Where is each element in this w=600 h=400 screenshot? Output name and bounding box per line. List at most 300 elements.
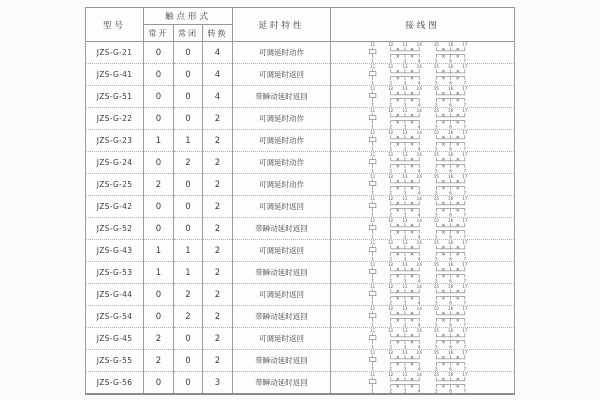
changeover-count-cell: 4	[203, 42, 233, 64]
wiring-diagram	[365, 262, 481, 283]
svg-text:17: 17	[461, 372, 467, 378]
normally-open-count-cell: 0	[144, 306, 174, 328]
normally-open-count-cell: 0	[144, 42, 174, 64]
svg-text:2: 2	[388, 58, 392, 63]
svg-text:5: 5	[434, 278, 438, 283]
svg-text:5: 5	[434, 80, 438, 85]
table-row	[86, 262, 515, 284]
svg-text:17: 17	[461, 42, 467, 48]
table-row	[86, 64, 515, 86]
model-cell: JZS-G-52	[86, 218, 144, 240]
model-cell: JZS-G-42	[86, 196, 144, 218]
wiring-diagram-container	[331, 152, 514, 173]
wiring-diagram	[365, 64, 481, 85]
changeover-count-cell: 2	[203, 240, 233, 262]
svg-text:11: 11	[369, 284, 375, 290]
normally-closed-count-cell: 0	[174, 108, 203, 130]
wiring-diagram-container	[331, 42, 514, 63]
svg-text:6: 6	[448, 190, 452, 195]
svg-text:16: 16	[447, 196, 453, 202]
svg-text:13: 13	[401, 262, 408, 268]
svg-text:4: 4	[417, 388, 421, 393]
model-cell: JZS-G-41	[86, 64, 144, 86]
normally-open-count-cell: 2	[144, 328, 174, 350]
svg-text:7: 7	[463, 366, 466, 371]
delay-characteristic-cell: 可调延时返回	[233, 328, 331, 350]
changeover-count-cell: 2	[203, 350, 233, 372]
normally-closed-count-cell: 0	[174, 42, 203, 64]
svg-text:15: 15	[433, 306, 439, 312]
model-cell: JZS-G-24	[86, 152, 144, 174]
wiring-diagram	[365, 174, 481, 195]
svg-text:5: 5	[434, 322, 438, 327]
svg-text:6: 6	[448, 322, 452, 327]
svg-text:13: 13	[401, 174, 408, 180]
table-row	[86, 306, 515, 328]
wiring-diagram-container	[331, 284, 514, 305]
svg-text:6: 6	[448, 388, 452, 393]
table-row	[86, 152, 515, 174]
svg-text:6: 6	[448, 344, 452, 349]
svg-text:2: 2	[388, 124, 392, 129]
table-header	[86, 8, 515, 42]
table-row	[86, 174, 515, 196]
svg-text:5: 5	[434, 234, 438, 239]
wiring-diagram	[365, 218, 481, 239]
svg-text:15: 15	[433, 350, 439, 356]
svg-text:3: 3	[403, 300, 406, 305]
svg-text:7: 7	[463, 278, 466, 283]
svg-text:7: 7	[463, 80, 466, 85]
svg-text:13: 13	[401, 372, 408, 378]
svg-text:4: 4	[417, 234, 421, 239]
svg-text:7: 7	[463, 168, 466, 173]
svg-text:6: 6	[448, 300, 452, 305]
wiring-diagram-container	[331, 64, 514, 85]
wiring-cell	[331, 42, 515, 64]
delay-characteristic-cell: 可调延时动作	[233, 108, 331, 130]
normally-open-count-cell: 0	[144, 152, 174, 174]
wiring-diagram	[365, 196, 481, 217]
svg-text:17: 17	[461, 240, 467, 246]
svg-text:13: 13	[401, 284, 408, 290]
svg-text:2: 2	[388, 322, 392, 327]
svg-text:3: 3	[403, 234, 406, 239]
svg-text:15: 15	[433, 108, 439, 114]
svg-text:5: 5	[434, 366, 438, 371]
svg-text:11: 11	[369, 372, 375, 378]
svg-text:3: 3	[403, 322, 406, 327]
wiring-diagram-container	[331, 306, 514, 327]
svg-text:3: 3	[403, 80, 406, 85]
delay-characteristic-cell: 带瞬动延时返回	[233, 372, 331, 395]
header-contact-form: 触点形式	[144, 8, 233, 25]
wiring-diagram-container	[331, 240, 514, 261]
svg-text:2: 2	[388, 388, 392, 393]
table-row	[86, 218, 515, 240]
svg-text:3: 3	[403, 190, 406, 195]
model-cell: JZS-G-43	[86, 240, 144, 262]
svg-text:2: 2	[388, 256, 392, 261]
svg-text:11: 11	[369, 306, 375, 312]
svg-text:2: 2	[388, 146, 392, 151]
svg-text:15: 15	[433, 174, 439, 180]
svg-text:11: 11	[369, 130, 375, 136]
svg-text:2: 2	[388, 168, 392, 173]
svg-text:2: 2	[388, 344, 392, 349]
svg-text:16: 16	[447, 262, 453, 268]
svg-text:6: 6	[448, 58, 452, 63]
svg-text:14: 14	[416, 372, 422, 378]
normally-open-count-cell: 0	[144, 108, 174, 130]
svg-text:1: 1	[370, 212, 374, 217]
header-delay: 延时特性	[233, 8, 331, 42]
normally-open-count-cell: 0	[144, 64, 174, 86]
svg-text:16: 16	[447, 152, 453, 158]
svg-text:16: 16	[447, 64, 453, 70]
svg-text:14: 14	[416, 262, 422, 268]
wiring-diagram	[365, 306, 481, 327]
svg-text:6: 6	[448, 124, 452, 129]
model-cell: JZS-G-54	[86, 306, 144, 328]
svg-text:1: 1	[370, 366, 374, 371]
svg-text:12: 12	[387, 64, 393, 70]
svg-text:5: 5	[434, 146, 438, 151]
table-row	[86, 42, 515, 64]
svg-text:2: 2	[388, 278, 392, 283]
wiring-diagram-container	[331, 350, 514, 371]
svg-text:16: 16	[447, 240, 453, 246]
table-row	[86, 328, 515, 350]
svg-text:17: 17	[461, 328, 467, 334]
wiring-diagram	[365, 152, 481, 173]
svg-text:14: 14	[416, 306, 422, 312]
wiring-cell	[331, 108, 515, 130]
svg-text:11: 11	[369, 240, 375, 246]
model-cell: JZS-G-56	[86, 372, 144, 395]
svg-text:11: 11	[369, 174, 375, 180]
delay-characteristic-cell: 可调延时返回	[233, 196, 331, 218]
svg-text:3: 3	[403, 278, 406, 283]
svg-text:1: 1	[370, 146, 374, 151]
svg-text:13: 13	[401, 86, 408, 92]
normally-closed-count-cell: 0	[174, 196, 203, 218]
svg-text:15: 15	[433, 372, 439, 378]
svg-text:7: 7	[463, 146, 466, 151]
svg-text:4: 4	[417, 366, 421, 371]
table-row	[86, 108, 515, 130]
normally-closed-count-cell: 1	[174, 240, 203, 262]
delay-characteristic-cell: 可调延时动作	[233, 42, 331, 64]
delay-characteristic-cell: 可调延时返回	[233, 240, 331, 262]
normally-open-count-cell: 1	[144, 262, 174, 284]
svg-text:17: 17	[461, 306, 467, 312]
model-cell: JZS-G-55	[86, 350, 144, 372]
svg-text:1: 1	[370, 190, 374, 195]
svg-text:6: 6	[448, 168, 452, 173]
svg-text:12: 12	[387, 372, 393, 378]
wiring-diagram-container	[331, 130, 514, 151]
changeover-count-cell: 2	[203, 196, 233, 218]
delay-characteristic-cell: 带瞬动延时返回	[233, 86, 331, 108]
svg-text:6: 6	[448, 102, 452, 107]
svg-text:7: 7	[463, 344, 466, 349]
svg-text:15: 15	[433, 328, 439, 334]
wiring-cell	[331, 86, 515, 108]
svg-text:3: 3	[403, 168, 406, 173]
svg-text:2: 2	[388, 366, 392, 371]
svg-text:3: 3	[403, 146, 406, 151]
normally-closed-count-cell: 2	[174, 152, 203, 174]
normally-open-count-cell: 0	[144, 218, 174, 240]
normally-open-count-cell: 1	[144, 130, 174, 152]
svg-text:17: 17	[461, 196, 467, 202]
svg-text:3: 3	[403, 124, 406, 129]
wiring-diagram	[365, 42, 481, 63]
svg-text:14: 14	[416, 152, 422, 158]
normally-closed-count-cell: 0	[174, 218, 203, 240]
svg-text:16: 16	[447, 86, 453, 92]
svg-text:5: 5	[434, 344, 438, 349]
svg-text:3: 3	[403, 102, 406, 107]
svg-text:12: 12	[387, 130, 393, 136]
svg-text:1: 1	[370, 300, 374, 305]
model-cell: JZS-G-23	[86, 130, 144, 152]
svg-text:1: 1	[370, 102, 374, 107]
svg-text:5: 5	[434, 124, 438, 129]
svg-text:17: 17	[461, 86, 467, 92]
svg-text:11: 11	[369, 350, 375, 356]
svg-text:7: 7	[463, 234, 466, 239]
svg-text:5: 5	[434, 168, 438, 173]
relay-spec-table	[85, 7, 515, 395]
svg-text:17: 17	[461, 284, 467, 290]
svg-text:6: 6	[448, 234, 452, 239]
normally-closed-count-cell: 0	[174, 328, 203, 350]
normally-open-count-cell: 0	[144, 196, 174, 218]
svg-text:6: 6	[448, 146, 452, 151]
svg-text:2: 2	[388, 80, 392, 85]
wiring-diagram	[365, 86, 481, 107]
changeover-count-cell: 3	[203, 372, 233, 395]
svg-text:14: 14	[416, 218, 422, 224]
table-row	[86, 86, 515, 108]
wiring-diagram-container	[331, 108, 514, 129]
svg-text:17: 17	[461, 174, 467, 180]
header-changeover: 转换	[203, 25, 233, 42]
svg-text:12: 12	[387, 262, 393, 268]
svg-text:5: 5	[434, 58, 438, 63]
changeover-count-cell: 4	[203, 64, 233, 86]
svg-text:11: 11	[369, 328, 375, 334]
delay-characteristic-cell: 可调延时返回	[233, 284, 331, 306]
svg-text:3: 3	[403, 344, 406, 349]
svg-text:4: 4	[417, 344, 421, 349]
delay-characteristic-cell: 可调延时动作	[233, 152, 331, 174]
svg-text:1: 1	[370, 256, 374, 261]
normally-closed-count-cell: 0	[174, 372, 203, 395]
svg-text:11: 11	[369, 218, 375, 224]
svg-text:3: 3	[403, 256, 406, 261]
svg-text:5: 5	[434, 212, 438, 217]
header-wiring: 接线图	[331, 8, 515, 42]
svg-text:14: 14	[416, 42, 422, 48]
svg-text:16: 16	[447, 174, 453, 180]
svg-text:5: 5	[434, 190, 438, 195]
delay-characteristic-cell: 可调延时动作	[233, 174, 331, 196]
normally-open-count-cell: 0	[144, 86, 174, 108]
table-row	[86, 130, 515, 152]
wiring-cell	[331, 306, 515, 328]
delay-characteristic-cell: 带瞬动延时返回	[233, 306, 331, 328]
svg-text:7: 7	[463, 190, 466, 195]
svg-text:4: 4	[417, 256, 421, 261]
svg-text:3: 3	[403, 212, 406, 217]
delay-characteristic-cell: 带瞬动延时返回	[233, 218, 331, 240]
changeover-count-cell: 2	[203, 174, 233, 196]
model-cell: JZS-G-53	[86, 262, 144, 284]
wiring-diagram-container	[331, 262, 514, 283]
svg-text:5: 5	[434, 388, 438, 393]
model-cell: JZS-G-45	[86, 328, 144, 350]
svg-text:12: 12	[387, 328, 393, 334]
svg-text:1: 1	[370, 322, 374, 327]
svg-text:12: 12	[387, 152, 393, 158]
svg-text:2: 2	[388, 234, 392, 239]
normally-open-count-cell: 0	[144, 284, 174, 306]
svg-text:6: 6	[448, 278, 452, 283]
svg-text:17: 17	[461, 350, 467, 356]
table-row	[86, 196, 515, 218]
changeover-count-cell: 2	[203, 218, 233, 240]
normally-closed-count-cell: 1	[174, 262, 203, 284]
svg-text:15: 15	[433, 218, 439, 224]
normally-closed-count-cell: 0	[174, 86, 203, 108]
svg-text:13: 13	[401, 306, 408, 312]
wiring-diagram-container	[331, 196, 514, 217]
svg-text:1: 1	[370, 80, 374, 85]
svg-text:14: 14	[416, 64, 422, 70]
svg-text:5: 5	[434, 300, 438, 305]
svg-text:14: 14	[416, 174, 422, 180]
svg-text:15: 15	[433, 42, 439, 48]
svg-text:14: 14	[416, 328, 422, 334]
wiring-cell	[331, 64, 515, 86]
svg-text:15: 15	[433, 130, 439, 136]
svg-text:15: 15	[433, 86, 439, 92]
wiring-diagram-container	[331, 174, 514, 195]
svg-text:1: 1	[370, 124, 374, 129]
wiring-diagram	[365, 284, 481, 305]
svg-text:7: 7	[463, 212, 466, 217]
wiring-cell	[331, 262, 515, 284]
svg-text:15: 15	[433, 240, 439, 246]
svg-text:1: 1	[370, 344, 374, 349]
wiring-diagram-container	[331, 328, 514, 349]
svg-text:14: 14	[416, 86, 422, 92]
normally-closed-count-cell: 1	[174, 130, 203, 152]
svg-text:15: 15	[433, 64, 439, 70]
svg-text:4: 4	[417, 58, 421, 63]
svg-text:17: 17	[461, 108, 467, 114]
svg-text:12: 12	[387, 350, 393, 356]
svg-text:4: 4	[417, 300, 421, 305]
svg-text:7: 7	[463, 124, 466, 129]
wiring-diagram	[365, 350, 481, 371]
svg-text:17: 17	[461, 64, 467, 70]
svg-text:16: 16	[447, 328, 453, 334]
svg-text:4: 4	[417, 168, 421, 173]
svg-text:12: 12	[387, 240, 393, 246]
table-row	[86, 372, 515, 395]
wiring-cell	[331, 152, 515, 174]
delay-characteristic-cell: 带瞬动延时返回	[233, 262, 331, 284]
svg-text:6: 6	[448, 80, 452, 85]
svg-text:2: 2	[388, 300, 392, 305]
delay-characteristic-cell: 可调延时返回	[233, 64, 331, 86]
svg-text:16: 16	[447, 42, 453, 48]
wiring-diagram	[365, 372, 481, 393]
svg-text:14: 14	[416, 108, 422, 114]
svg-text:17: 17	[461, 152, 467, 158]
svg-text:2: 2	[388, 190, 392, 195]
svg-text:13: 13	[401, 130, 408, 136]
svg-text:14: 14	[416, 240, 422, 246]
svg-text:7: 7	[463, 102, 466, 107]
svg-text:4: 4	[417, 102, 421, 107]
svg-text:12: 12	[387, 218, 393, 224]
wiring-cell	[331, 218, 515, 240]
svg-text:4: 4	[417, 278, 421, 283]
changeover-count-cell: 2	[203, 152, 233, 174]
svg-text:16: 16	[447, 306, 453, 312]
svg-text:15: 15	[433, 262, 439, 268]
svg-text:13: 13	[401, 240, 408, 246]
changeover-count-cell: 4	[203, 86, 233, 108]
svg-text:7: 7	[463, 58, 466, 63]
table-row	[86, 284, 515, 306]
model-cell: JZS-G-51	[86, 86, 144, 108]
changeover-count-cell: 2	[203, 108, 233, 130]
svg-text:12: 12	[387, 108, 393, 114]
svg-text:16: 16	[447, 372, 453, 378]
svg-text:7: 7	[463, 256, 466, 261]
normally-open-count-cell: 0	[144, 372, 174, 395]
svg-text:11: 11	[369, 262, 375, 268]
normally-closed-count-cell: 2	[174, 306, 203, 328]
wiring-cell	[331, 130, 515, 152]
changeover-count-cell: 2	[203, 328, 233, 350]
wiring-cell	[331, 240, 515, 262]
svg-text:14: 14	[416, 196, 422, 202]
svg-text:13: 13	[401, 42, 408, 48]
svg-text:6: 6	[448, 212, 452, 217]
wiring-diagram	[365, 108, 481, 129]
wiring-cell	[331, 284, 515, 306]
svg-text:6: 6	[448, 366, 452, 371]
normally-open-count-cell: 2	[144, 350, 174, 372]
svg-text:13: 13	[401, 108, 408, 114]
header-normally-open: 常开	[144, 25, 174, 42]
svg-text:13: 13	[401, 64, 408, 70]
svg-text:17: 17	[461, 262, 467, 268]
svg-text:2: 2	[388, 102, 392, 107]
wiring-cell	[331, 196, 515, 218]
wiring-cell	[331, 328, 515, 350]
wiring-diagram	[365, 328, 481, 349]
delay-characteristic-cell: 可调延时动作	[233, 130, 331, 152]
svg-text:14: 14	[416, 350, 422, 356]
